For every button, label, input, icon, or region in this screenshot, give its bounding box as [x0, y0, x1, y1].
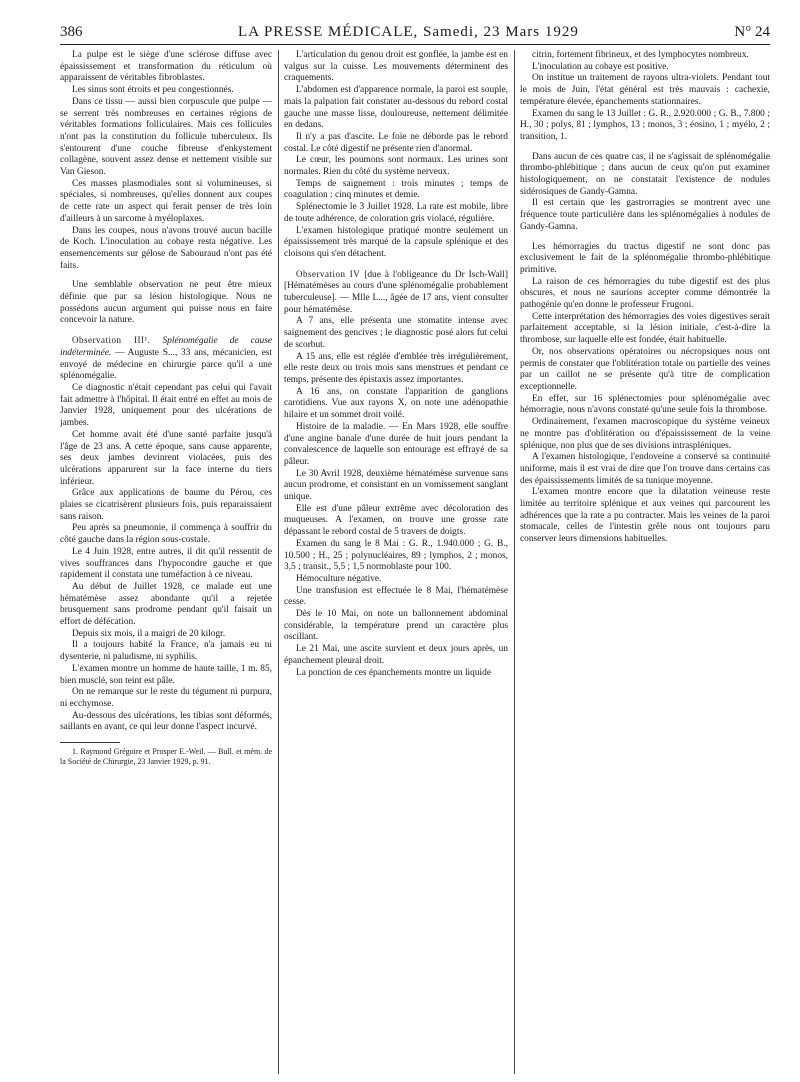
- paragraph: Dans ce tissu — aussi bien corpuscule que pulpe — se serrent très nombreuses en certaines régions de véritables formations folliculaires. Mais ces follicules n'ont pas la constitution du follicule tuberculeux. Ils s'entourent d'une couche fibreuse d'enkystement collagène, souvent assez dense et nettement visible sur Van Gieson.: [60, 96, 272, 178]
- paragraph: L'abdomen est d'apparence normale, la paroi est souple, mais la palpation fait constater au-dessous du rebord costal gauche une masse lisse, douloureuse, nettement délimitée en dedans.: [284, 85, 508, 131]
- paragraph: Temps de saignement : trois minutes ; temps de coagulation : cinq minutes et demie.: [284, 178, 508, 201]
- observation-label: Observation IV: [296, 268, 361, 279]
- paragraph: En effet, sur 16 splénectomies pour splénomégalie avec hémorragie, nous n'avons constaté qu'une seule fois la thrombose.: [520, 393, 770, 416]
- observation-heading: [60, 335, 272, 383]
- paragraph: Dans aucun de ces quatre cas, il ne s'agissait de splénomégalie thrombo-phlébitique ; dans aucun de ceux qu'on put examiner histologiquement, on ne constatait l'existence de nodules sidérosiques de Gandy-Gamna.: [520, 151, 770, 197]
- paragraph: La ponction de ces épanchements montre un liquide: [296, 667, 491, 678]
- paragraph: Il n'y a pas d'ascite. Le foie ne déborde pas le rebord costal. Le côté digestif ne présente rien d'anormal.: [284, 131, 508, 154]
- paragraph: Cette interprétation des hémorragies des voies digestives serait parfaitement acceptable, si la lésion initiale, c'est-à-dire la thrombose, sur laquelle elle est fondée, était habituelle.: [520, 311, 770, 346]
- paragraph: Le 30 Avril 1928, deuxième hématémèse survenue sans aucun prodrome, et consistant en un vomissement sanglant unique.: [284, 468, 508, 503]
- paragraph: Ce diagnostic n'était cependant pas celui qui l'avait fait admettre à l'hôpital. Il était entré en effet au mois de Janvier 1928, uniquement pour des ulcérations de jambes.: [60, 382, 272, 429]
- paragraph: L'examen montre un homme de haute taille, 1 m. 85, bien musclé, son teint est pâle.: [60, 663, 272, 686]
- paragraph: Histoire de la maladie. — En Mars 1928, elle souffre d'une angine banale d'une durée de huit jours pendant la convalescence de laquelle son entourage est effrayé de sa pâleur.: [284, 421, 508, 467]
- column-middle: [284, 50, 508, 1074]
- column-left: [60, 50, 272, 1074]
- paragraph: Dans les coupes, nous n'avons trouvé aucun bacille de Koch. L'inoculation au cobaye resta négative. Les ensemencements sur gélose de Sabouraud n'ont pas été faits.: [60, 225, 272, 271]
- paragraph: L'articulation du genou droit est gonflée, la jambe est en valgus sur la cuisse. Les mouvements déterminent des craquements.: [284, 50, 508, 84]
- paragraph: Les hémorragies du tractus digestif ne sont donc pas exclusivement le fait de la splénomégalie thrombo-phlébitique primitive.: [520, 241, 770, 275]
- paragraph: Au-dessous des ulcérations, les tibias sont déformés, saillants en avant, ce qui leur donne l'aspect incurvé.: [60, 710, 272, 733]
- issue-number: N° 24: [734, 24, 770, 40]
- paragraph: La raison de ces hémorragies du tube digestif est des plus obscures, et nous ne saurions accepter comme démontrée la pathogénie qu'en donne le professeur Frugoni.: [520, 276, 770, 311]
- paragraph: A 7 ans, elle présenta une stomatite intense avec saignement des gencives ; le diagnostic posé alors fut celui de scorbut.: [284, 316, 508, 350]
- paragraph: Peu après sa pneumonie, il commença à souffrir du côté gauche dans la région sous-costale.: [60, 523, 272, 546]
- observation-heading: [284, 269, 508, 317]
- paragraph: Dès le 10 Mai, on note un ballonnement abdominal considérable, la température prend un caractère plus oscillant.: [284, 609, 508, 643]
- page-number: 386: [60, 24, 83, 40]
- paragraph: Il a toujours habité la France, n'a jamais eu ni dysenterie, ni paludisme, ni syphilis.: [60, 640, 272, 663]
- paragraph: Hémoculture négative.: [296, 573, 382, 584]
- paragraph: Le 21 Mai, une ascite survient et deux jours après, un épanchement pleural droit.: [284, 644, 508, 666]
- column-divider: [278, 50, 279, 1074]
- footnote-rule: [60, 742, 120, 743]
- paragraph: Elle est d'une pâleur extrême avec décoloration des muqueuses. A l'examen, on trouve une grosse rate dépassant le rebord costal de 5 travers de doigts.: [284, 503, 508, 538]
- observation-text: — Auguste S..., 33 ans, mécanicien, est envoyé de médecine en chirurgie parce qu'il a une splénomégalie.: [60, 347, 272, 382]
- paragraph: Les sinus sont étroits et peu congestionnés.: [72, 85, 234, 96]
- paragraph: Au début de Juillet 1928, ce malade eut une hématémèse assez abondante qu'il a rejetée brusquement sans prodrome pendant qu'il faisait un effort de défécation.: [60, 581, 272, 628]
- observation-label: Observation III¹.: [72, 335, 151, 346]
- paragraph: Or, nos observations opératoires ou nécropsiques nous ont permis de constater que l'oblitération totale ou partielle des veines par un caillot ne se présente qu'à titre de complication exceptionnelle.: [520, 346, 770, 392]
- observation-text: [due à l'obligeance du Dr Isch-Wall] [Hématémèses au cours d'une splénomégalie probablement tuberculeuse]. — Mlle L..., âgée de 17 ans, vient consulter pour hématémèse.: [284, 269, 508, 315]
- paragraph: On institue un traitement de rayons ultra-violets. Pendant tout le mois de Juin, l'état général est très mauvais : cachexie, température élevée, épanchements stationnaires.: [520, 73, 770, 107]
- paragraph: Le cœur, les poumons sont normaux. Les urines sont normales. Rien du côté du système nerveux.: [284, 155, 508, 178]
- running-header: [60, 24, 770, 44]
- column-divider: [514, 50, 515, 1074]
- paragraph: La pulpe est le siège d'une sclérose diffuse avec épaississement et transformation du réticulum où apparaissent de véritables fibroblastes.: [60, 50, 272, 84]
- paragraph: L'examen montre encore que la dilatation veineuse reste limitée au territoire splénique et aux veines qui parcourent les adhérences que la rate a pu contracter. Mais les veines de la paroi stomacale, celles de l'intestin grêle nous ont toujours paru conserver leurs dimensions habituelles.: [520, 487, 770, 545]
- paragraph: Une transfusion est effectuée le 8 Mai, l'hématémèse cesse.: [284, 585, 508, 608]
- paragraph: Grâce aux applications de baume du Pérou, ces plaies se cicatrisèrent plusieurs fois, puis reparaissaient sans raison.: [60, 488, 272, 522]
- footnote: 1. Raymond Grégoire et Prosper E.-Weil. — Bull. et mém. de la Société de Chirurgie, 23 Janvier 1929, p. 91.: [60, 747, 272, 767]
- paragraph: Splénectomie le 3 Juillet 1928. La rate est mobile, libre de toute adhérence, de coloration gris violacé, régulière.: [284, 202, 508, 224]
- paragraph: Il est certain que les gastrorragies se montrent avec une fréquence toute particulière dans les splénomégalies à nodules de Gandy-Gamna.: [520, 198, 770, 232]
- paragraph: Cet homme avait été d'une santé parfaite jusqu'à l'âge de 23 ans. A cette époque, sans cause apparente, ses deux jambes devinrent violacées, puis des ulcérations apparurent sur la face interne du tiers inférieur.: [60, 429, 272, 487]
- column-right: [520, 50, 770, 1074]
- observation-title: Splénomégalie de cause indéterminée.: [60, 336, 272, 358]
- paragraph: Examen du sang le 13 Juillet : G. R., 2.920.000 ; G. B., 7.800 ; H., 30 ; polys, 81 ; lymphos, 13 ; monos, 3 ; éosino, 1 ; myélo, 2 ; transition, 1.: [520, 108, 770, 142]
- paragraph: L'examen histologique pratiqué montre seulement un épaississement très marqué de la capsule splénique et des cloisons qui s'en détachent.: [284, 225, 508, 259]
- paragraph: Ces masses plasmodiales sont si volumineuses, si spéciales, si nombreuses, qu'elles donnent aux coupes de cette rate un aspect qui ferait penser de très loin d'ailleurs à un sarcome à myéloplaxes.: [60, 178, 272, 224]
- paragraph: Le 4 Juin 1928, entre autres, il dit qu'il ressentit de vives souffrances dans l'hypocondre gauche et que rapidement il constata une tuméfaction à ce niveau.: [60, 546, 272, 581]
- header-rule: [60, 44, 770, 45]
- journal-title: LA PRESSE MÉDICALE, Samedi, 23 Mars 1929: [238, 24, 579, 40]
- paragraph: L'inoculation au cobaye est positive.: [532, 61, 669, 72]
- paragraph: On ne remarque sur le reste du tégument ni purpura, ni ecchymose.: [60, 687, 272, 709]
- paragraph: Ordinairement, l'examen macroscopique du système veineux ne montre pas d'oblitération ou d'épaississement de la veine splénique, non plus que de ses divisions intraspléniques.: [520, 417, 770, 451]
- paragraph: citrin, fortement fibrineux, et des lymphocytes nombreux.: [532, 50, 749, 60]
- paragraph: Examen du sang le 8 Mai : G. R., 1.940.000 ; G. B., 10.500 ; H., 25 ; polynucléaires, 89 ; lymphos, 2 ; monos, 3,5 ; transit., 5,5 ; 1,5 normoblaste pour 100.: [284, 538, 508, 573]
- paragraph: A 15 ans, elle est réglée d'emblée très irrégulièrement, elle reste deux ou trois mois sans menstrues et pendant ce temps, présente des épistaxis assez importantes.: [284, 351, 508, 385]
- paragraph: Une semblable observation ne peut être mieux définie que par sa lésion histologique. Nous ne possédons aucun argument qui puisse nous en faire concevoir la nature.: [60, 280, 272, 326]
- paragraph: A l'examen histologique, l'endoveine a conservé sa continuité uniforme, mais il est vrai de dire que l'on trouve dans certains cas des épaississements limités de sa tunique moyenne.: [520, 452, 770, 486]
- paragraph: Depuis six mois, il a maigri de 20 kilogr.: [72, 628, 226, 639]
- paragraph: A 16 ans, on constate l'apparition de ganglions carotidiens. Vue aux rayons X, on note une adénopathie hilaire et un sommet droit voilé.: [284, 386, 508, 421]
